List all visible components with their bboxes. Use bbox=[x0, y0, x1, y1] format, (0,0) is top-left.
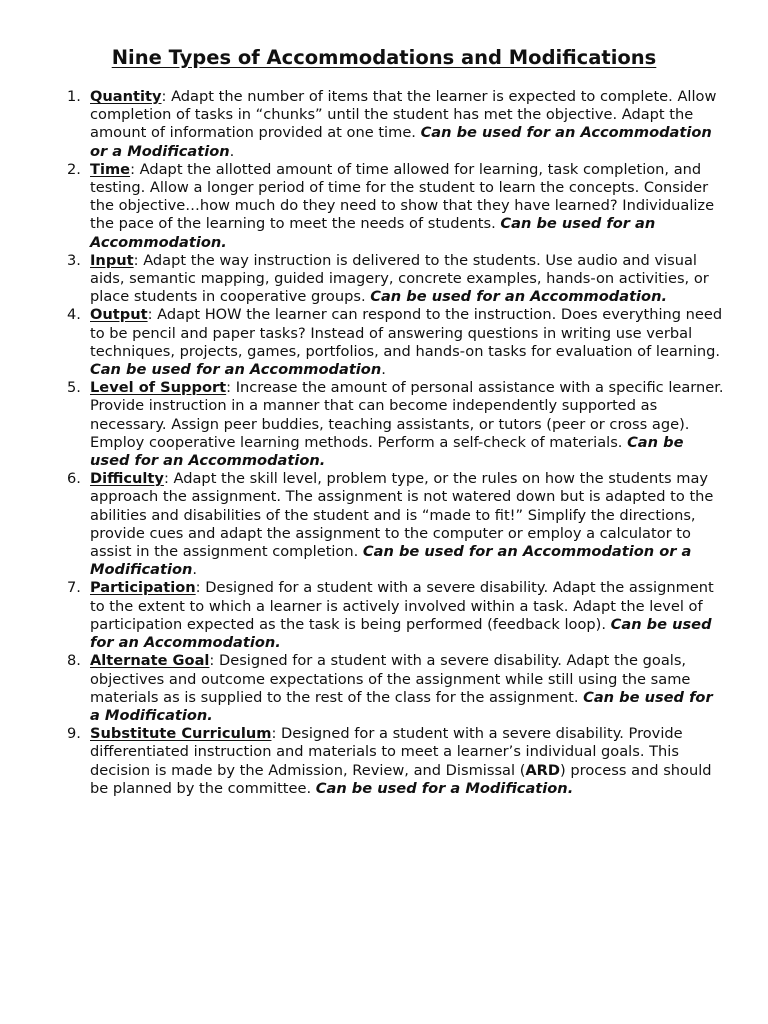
item-description: : Adapt the allotted amount of time allowed for learning, task completion, and testing. Allow a longer period of time for the student to learn the concepts. Consider the objective…how much do they need to show that they have learned? Individualize the pace of the learning to meet the needs of students. bbox=[90, 160, 715, 233]
list-item-quantity bbox=[0, 88, 726, 161]
item-usage-note: Can be used for an Accommodation bbox=[90, 361, 382, 379]
list-item-alternate-goal bbox=[0, 652, 726, 725]
list-item-participation bbox=[0, 579, 726, 652]
item-description: : Adapt the skill level, problem type, or the rules on how the students may approach the assignment. The assignment is not watered down but is adapted to the abilities and disabilities of the student and is “made to fit!” Simplify the directions, provide cues and adapt the assignment to the computer or employ a calculator to assist in the assignment completion. bbox=[90, 470, 714, 561]
item-number: 3. bbox=[67, 251, 81, 269]
item-description-continued: ) process and should be planned by the committee. bbox=[90, 761, 712, 797]
list-item-level-of-support bbox=[0, 379, 726, 470]
list-item-difficulty bbox=[0, 470, 726, 579]
item-number: 9. bbox=[67, 725, 81, 743]
accommodations-list bbox=[0, 88, 768, 798]
item-usage-note: Can be used for an Accommodation. bbox=[90, 215, 656, 251]
item-note-end: . bbox=[229, 142, 235, 160]
item-term: Time bbox=[90, 160, 131, 178]
item-number: 2. bbox=[67, 160, 81, 178]
item-number: 4. bbox=[67, 306, 81, 324]
item-term: Quantity bbox=[90, 88, 162, 105]
list-item-output bbox=[0, 306, 726, 379]
list-item-time bbox=[0, 161, 726, 252]
item-term: Difficulty bbox=[90, 470, 164, 488]
item-description: : Designed for a student with a severe disability. Provide differentiated instruction and materials to meet a learner’s individual goals. This decision is made by the Admission, Review, and Dismissal ( bbox=[90, 725, 683, 779]
item-number: 8. bbox=[67, 652, 81, 670]
document-title: Nine Types of Accommodations and Modifications bbox=[111, 46, 657, 69]
item-term: Participation bbox=[90, 579, 196, 597]
item-note-end: . bbox=[192, 561, 198, 579]
item-description: : Adapt HOW the learner can respond to the instruction. Does everything need to be pencil and paper tasks? Instead of answering questions in writing use verbal techniques, projects, games, portfolios, and hands-on tasks for evaluation of learning. bbox=[90, 306, 723, 360]
item-description: : Adapt the way instruction is delivered to the students. Use audio and visual aids, semantic mapping, guided imagery, concrete examples, hands-on activities, or place students in cooperative groups. bbox=[90, 251, 709, 306]
item-number: 7. bbox=[67, 579, 81, 597]
item-usage-note: Can be used for an Accommodation. bbox=[90, 615, 712, 652]
list-item-substitute-curriculum bbox=[0, 725, 726, 798]
item-abbreviation: ARD bbox=[525, 761, 561, 779]
item-note-end: . bbox=[381, 361, 386, 379]
item-number: 5. bbox=[67, 379, 81, 397]
item-description: : Designed for a student with a severe disability. Adapt the assignment to the extent to which a learner is actively involved within a task. Adapt the level of participation expected as the task is being performed (feedback loop). bbox=[90, 579, 714, 633]
item-usage-note: Can be used for an Accommodation. bbox=[90, 433, 684, 470]
item-usage-note: Can be used for a Modification. bbox=[315, 779, 574, 797]
item-usage-note: Can be used for an Accommodation or a Modification bbox=[90, 124, 712, 160]
item-number: 1. bbox=[67, 88, 81, 105]
item-term: Substitute Curriculum bbox=[90, 725, 272, 743]
item-description: : Adapt the number of items that the learner is expected to complete. Allow completion of tasks in “chunks” until the student has met the objective. Adapt the amount of information provided at one time. bbox=[90, 88, 717, 142]
item-usage-note: Can be used for a Modification. bbox=[90, 688, 713, 724]
item-usage-note: Can be used for an Accommodation. bbox=[370, 288, 668, 306]
item-term: Output bbox=[90, 306, 148, 324]
item-term: Input bbox=[90, 251, 134, 269]
list-item-input bbox=[0, 252, 726, 307]
item-description: : Designed for a student with a severe disability. Adapt the goals, objectives and outcome expectations of the assignment while still using the same materials as is supplied to the rest of the class for the assignment. bbox=[90, 652, 691, 706]
item-usage-note: Can be used for an Accommodation or a Modification bbox=[90, 543, 692, 579]
item-term: Alternate Goal bbox=[90, 652, 210, 670]
item-term: Level of Support bbox=[90, 379, 227, 397]
item-description: : Increase the amount of personal assistance with a specific learner. Provide instruction in a manner that can become independently supported as necessary. Assign peer buddies, teaching assistants, or tutors (peer or cross age). Employ cooperative learning methods. Perform a self-check of materials. bbox=[90, 379, 724, 451]
item-number: 6. bbox=[67, 470, 81, 488]
